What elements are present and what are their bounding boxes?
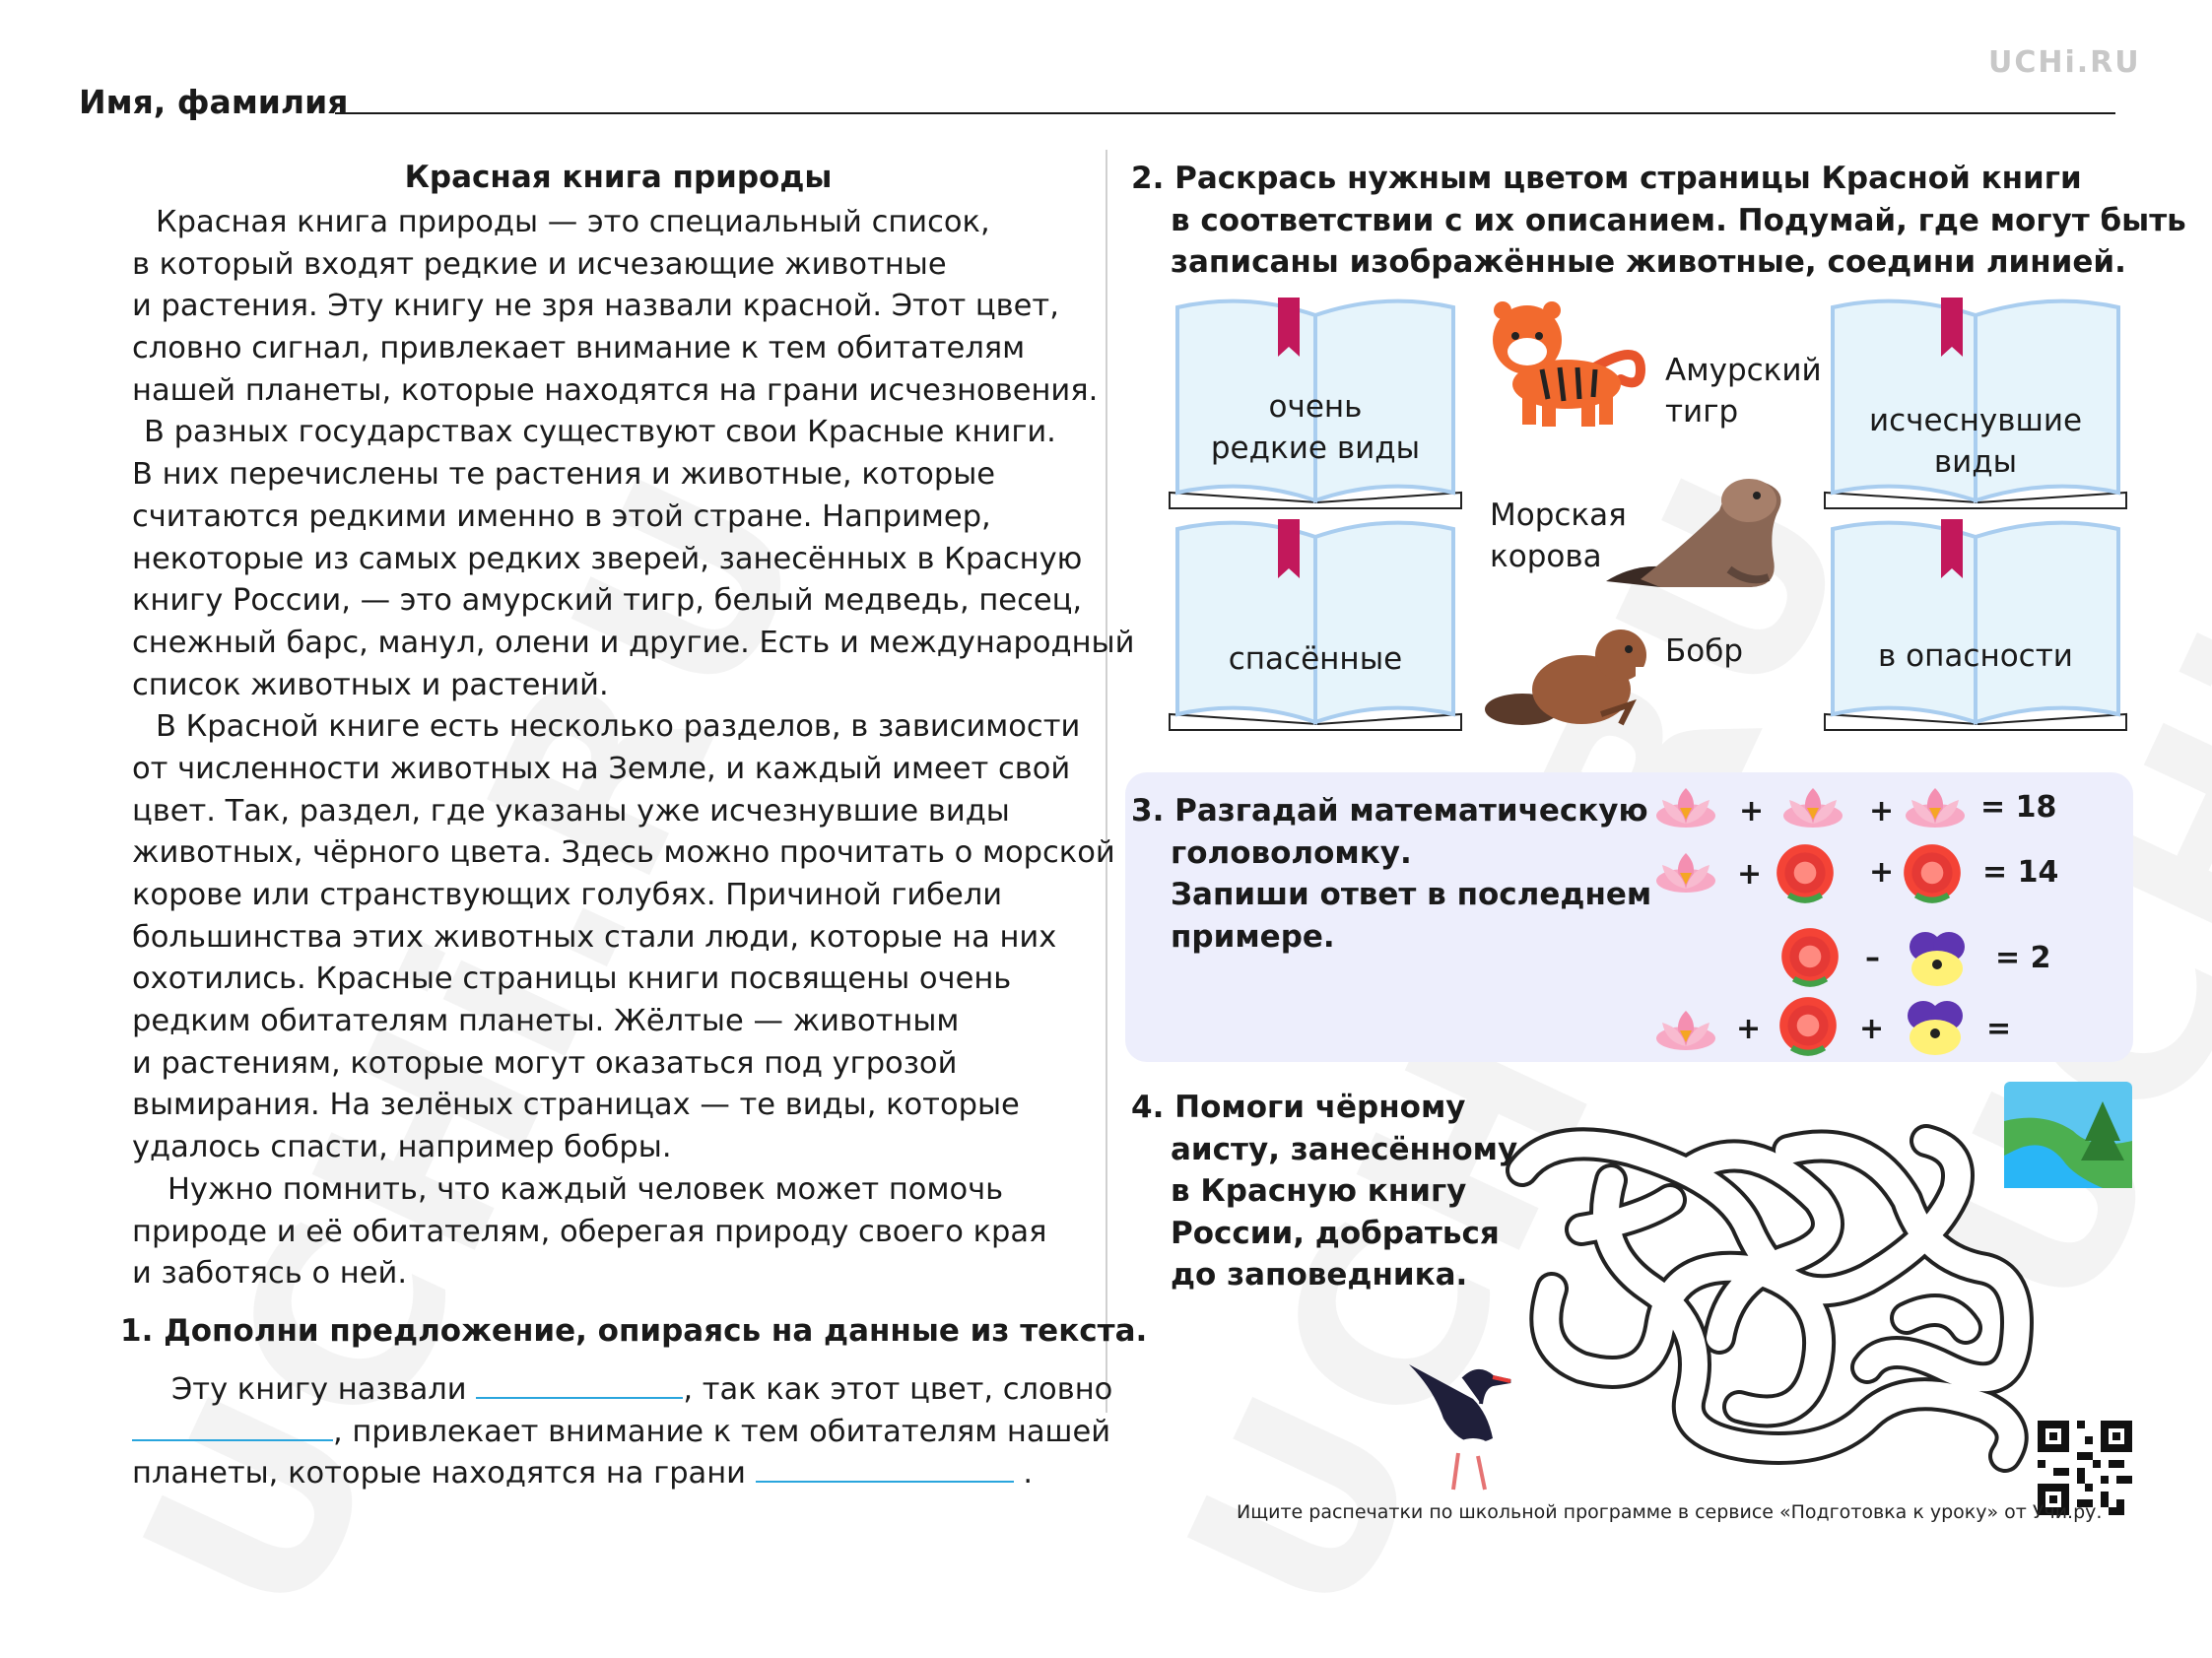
animal-label-line: Бобр — [1665, 633, 1744, 669]
task3-title-line: Запиши ответ в последнем — [1171, 877, 1652, 912]
text-line: список животных и растений. — [132, 667, 609, 702]
operator: + — [1869, 794, 1895, 829]
text-line: В них перечислены те растения и животные, которые — [132, 457, 996, 493]
task4-title-line: России, добраться — [1171, 1215, 1500, 1251]
task3-title — [1131, 790, 1651, 958]
text-line: В Красной книге есть несколько разделов, в зависимости — [156, 709, 1081, 745]
task4-title-line: 4. Помоги чёрному — [1131, 1090, 1466, 1125]
blank-3[interactable] — [756, 1453, 1014, 1483]
blank-2[interactable] — [132, 1412, 333, 1441]
text-line: большинства этих животных стали люди, которые на них — [132, 919, 1057, 955]
text-line: от численности животных на Земле, и каждый имеет свой — [132, 751, 1071, 786]
text-line: Нужно помнить, что каждый человек может помочь — [168, 1171, 1004, 1207]
aster-icon — [1774, 995, 1843, 1062]
text-line: и растениям, которые могут оказаться под угрозой — [132, 1045, 958, 1081]
task1-part1: Эту книгу назвали — [171, 1372, 467, 1407]
text-line: некоторые из самых редких зверей, занесённых в Красную — [132, 541, 1083, 576]
result: = 2 — [1995, 941, 2051, 975]
result: = — [1986, 1012, 2012, 1046]
book-saved[interactable] — [1168, 517, 1463, 736]
lotus-icon — [1902, 780, 1969, 835]
animal-label-line: тигр — [1665, 394, 1739, 430]
book-label-line: очень — [1268, 389, 1363, 425]
task1-sentence — [132, 1369, 1117, 1495]
uchi-logo: UCHi.RU — [1988, 45, 2141, 80]
result: = 18 — [1980, 790, 2057, 825]
text-line: нашей планеты, которые находятся на грани исчезновения. — [132, 372, 1099, 408]
task1-part3: , привлекает внимание к тем обитателям нашей — [333, 1414, 1111, 1449]
text-line: и заботясь о ней. — [132, 1256, 408, 1292]
task1-title: 1. Дополни предложение, опираясь на данные из текста. — [120, 1313, 1148, 1349]
task3-title-line: 3. Разгадай математическую — [1131, 793, 1648, 829]
reading-text — [132, 202, 1135, 1295]
aster-icon — [1898, 842, 1967, 909]
black-stork-icon — [1404, 1360, 1512, 1492]
sea-cow-icon — [1601, 471, 1793, 594]
aster-icon — [1771, 842, 1840, 909]
footer-text: Ищите распечатки по школьной программе в сервисе «Подготовка к уроку» от Учи.ру. — [1237, 1501, 2103, 1523]
maze[interactable] — [1493, 1111, 2044, 1476]
animal-label-line: корова — [1490, 539, 1602, 574]
text-line: охотились. Красные страницы книги посвящены очень — [132, 962, 1012, 997]
book-label-line: в опасности — [1878, 638, 2073, 674]
animal-label-line: Амурский — [1665, 353, 1822, 388]
lotus-icon — [1779, 780, 1846, 835]
text-line: вымирания. На зелёных страницах — те виды, которые — [132, 1088, 1020, 1123]
lotus-icon — [1652, 780, 1719, 835]
operator: + — [1739, 794, 1765, 829]
lotus-icon — [1652, 845, 1719, 900]
aster-icon — [1776, 926, 1844, 993]
blank-1[interactable] — [476, 1369, 683, 1399]
book-label-line: исчеснувшие — [1868, 403, 2083, 438]
text-line: Красная книга природы — это специальный список, — [156, 205, 990, 239]
task4-title — [1131, 1087, 1517, 1296]
pansy-icon — [1904, 928, 1971, 989]
task1-part4: планеты, которые находятся на грани — [132, 1456, 747, 1492]
operator: + — [1869, 855, 1895, 890]
text-line: редким обитателям планеты. Жёлтые — животным — [132, 1004, 960, 1039]
task3-title-line: головоломку. — [1171, 834, 1412, 871]
book-label-line: спасённые — [1228, 641, 1403, 677]
text-line: В разных государствах существуют свои Красные книги. — [144, 415, 1056, 450]
book-endangered[interactable] — [1823, 517, 2128, 736]
book-label — [1168, 386, 1463, 469]
animal-label-line: Морская — [1490, 497, 1627, 533]
text-line: в который входят редкие и исчезающие животные — [132, 246, 947, 282]
book-label-line: виды — [1933, 444, 2018, 480]
text-line: удалось спасти, например бобры. — [132, 1130, 672, 1165]
name-input-line[interactable] — [335, 112, 2115, 114]
animal-label — [1665, 350, 1822, 432]
text-line: и растения. Эту книгу не зря назвали красной. Этот цвет, — [132, 289, 1059, 324]
task4-title-line: в Красную книгу — [1171, 1173, 1467, 1209]
operator: – — [1865, 941, 1880, 975]
text-line: животных, чёрного цвета. Здесь можно прочитать о морской — [132, 835, 1115, 871]
book-label-line: редкие виды — [1210, 431, 1421, 466]
task4-title-line: до заповедника. — [1171, 1257, 1468, 1293]
text-line: природе и её обитателям, оберегая природу своего края — [132, 1214, 1047, 1249]
text-title: Красная книга природы — [404, 160, 833, 195]
book-label — [1823, 635, 2128, 677]
task1-part5: . — [1023, 1456, 1034, 1492]
operator: + — [1737, 857, 1763, 892]
task2-title-line: записаны изображённые животные, соедини линией. — [1171, 244, 2126, 280]
task2-title — [1131, 158, 2186, 284]
task1-part2: , так как этот цвет, словно — [683, 1372, 1113, 1407]
book-label — [1168, 638, 1463, 680]
book-label — [1823, 400, 2128, 483]
text-line: цвет. Так, раздел, где указаны уже исчезнувшие виды — [132, 793, 1010, 829]
pansy-icon — [1902, 997, 1969, 1058]
result: = 14 — [1982, 855, 2059, 890]
animal-label — [1665, 630, 1743, 672]
tiger-icon — [1483, 300, 1655, 429]
beaver-icon — [1483, 616, 1655, 734]
name-label: Имя, фамилия — [79, 83, 349, 121]
operator: + — [1859, 1012, 1885, 1046]
text-line: снежный барс, манул, олени и другие. Есть и международный — [132, 625, 1135, 660]
text-line: книгу России, — это амурский тигр, белый медведь, песец, — [132, 583, 1083, 619]
text-line: корове или странствующих голубях. Причиной гибели — [132, 878, 1003, 912]
task2-title-line: в соответствии с их описанием. Подумай, где могут быть — [1171, 202, 2186, 238]
task2-title-line: 2. Раскрась нужным цветом страницы Красной книги — [1131, 161, 2082, 196]
operator: + — [1736, 1012, 1762, 1046]
text-line: словно сигнал, привлекает внимание к тем обитателям — [132, 331, 1026, 366]
task4-title-line: аисту, занесённому — [1171, 1131, 1518, 1167]
text-line: считаются редкими именно в этой стране. Например, — [132, 498, 991, 534]
task3-title-line: примере. — [1171, 918, 1335, 955]
lotus-icon — [1652, 1003, 1719, 1058]
